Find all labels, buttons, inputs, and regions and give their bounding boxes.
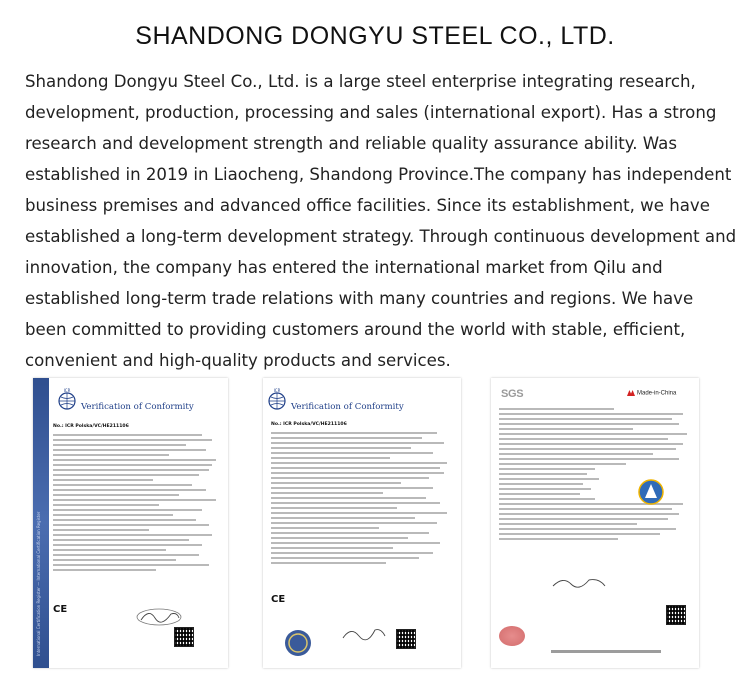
qr-code-icon: [667, 606, 685, 624]
signature-icon: [339, 624, 389, 644]
cert-number: No.: ICR Polska/VC/HE211106: [271, 422, 347, 427]
cert-side-band: [33, 378, 49, 668]
made-in-china-logo: Made-in-China: [627, 390, 676, 397]
audit-badge-icon: [637, 478, 665, 506]
seal-stamp-icon: [283, 628, 313, 658]
footer-bar: [551, 650, 661, 653]
qr-code-icon: [175, 628, 193, 646]
signature-icon: [133, 606, 185, 628]
ce-mark-icon: CE: [53, 604, 68, 615]
svg-text:ICR: ICR: [63, 388, 71, 393]
certificate-image-2[interactable]: [263, 378, 461, 668]
cert-heading: Verification of Conformity: [81, 402, 194, 412]
cert-body-lines: [499, 408, 691, 543]
signature-icon: [549, 574, 609, 592]
certificate-image-1[interactable]: [33, 378, 228, 668]
cert-number: No.: ICR Polska/VC/HE211106: [53, 424, 129, 429]
cert-heading: Verification of Conformity: [291, 402, 404, 412]
sgs-logo: SGS: [501, 388, 524, 400]
seal-stamp-icon: [499, 626, 525, 646]
globe-seal-icon: [267, 388, 287, 410]
page-title: SHANDONG DONGYU STEEL CO., LTD.: [135, 22, 615, 50]
cert-band-text: International Certification Register — International Certification Register: [36, 511, 41, 656]
cert-body-lines: [53, 434, 219, 574]
qr-code-icon: [397, 630, 415, 648]
cert-body-lines: [271, 432, 451, 567]
ce-mark-icon: CE: [271, 594, 286, 605]
globe-seal-icon: [57, 388, 77, 410]
svg-text:ICR: ICR: [273, 388, 281, 393]
certificate-image-3[interactable]: [491, 378, 699, 668]
certificate-gallery: [0, 378, 750, 673]
company-intro: Shandong Dongyu Steel Co., Ltd. is a large steel enterprise integrating research, development, production, processing and sales (international export). Has a strong research and development strength and reliable quality assurance ability. Was established in 2019 in Liaocheng, Shandong Province.The company has independent business premises and advanced office facilities. Since its establishment, we have established a long-term development strategy. Through continuous development and innovation, the company has entered the international market from Qilu and established long-term trade relations with many countries and regions. We have been committed to providing customers around the world with stable, efficient, convenient and high-quality products and services.: [25, 72, 737, 370]
